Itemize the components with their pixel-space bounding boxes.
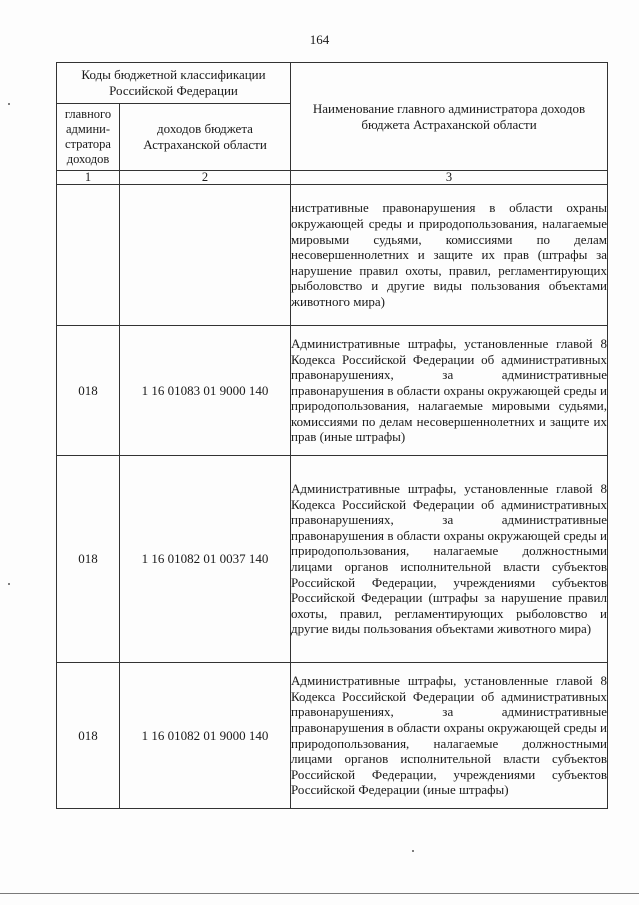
header-row-group — [57, 63, 608, 104]
scan-speck — [8, 103, 10, 105]
column-number: 3 — [291, 171, 608, 185]
revenue-code-cell: 1 16 01083 01 9000 140 — [120, 326, 291, 456]
header-col1-title: главного админи-стратора доходов — [57, 104, 120, 171]
description-cell: Административные штрафы, установленные главой 8 Кодекса Российской Федерации об административных правонарушениях, за административные правонарушения в области охраны окружающей среды и природопользования, налагаемые мировыми судьями, комиссиями по делам несовершеннолетних и защите их прав (иные штрафы) — [291, 326, 608, 456]
column-number: 1 — [57, 171, 120, 185]
budget-classification-table — [56, 62, 608, 809]
scan-speck — [412, 850, 414, 852]
description-cell: нистративные правонарушения в области охраны окружающей среды и природопользования, налагаемые мировыми судьями, комиссиями по делам несовершеннолетних и защите их прав (штрафы за нарушение правил охоты, правил, регламентирующих рыболовство и другие виды пользования объектами животного мира) — [291, 185, 608, 326]
revenue-code-cell: 1 16 01082 01 0037 140 — [120, 456, 291, 663]
revenue-code-cell — [120, 185, 291, 326]
header-col2-title: доходов бюджета Астраханской области — [120, 104, 291, 171]
page-number: 164 — [309, 32, 330, 47]
admin-code-cell — [57, 185, 120, 326]
description-cell: Административные штрафы, установленные главой 8 Кодекса Российской Федерации об административных правонарушениях, за административные правонарушения в области охраны окружающей среды и природопользования, налагаемые должностными лицами органов исполнительной власти субъектов Российской Федерации, учреждениями субъектов Российской Федерации (штрафы за нарушение правил охоты, правил, регламентирующих рыболовство и другие виды пользования объектами животного мира) — [291, 456, 608, 663]
header-group-title: Коды бюджетной классификации Российской Федерации — [57, 63, 291, 104]
admin-code-cell: 018 — [57, 663, 120, 809]
header-col3-title: Наименование главного администратора доходов бюджета Астраханской области — [291, 63, 608, 171]
revenue-code-cell: 1 16 01082 01 9000 140 — [120, 663, 291, 809]
admin-code-cell: 018 — [57, 456, 120, 663]
table-row — [57, 185, 608, 326]
admin-code-cell: 018 — [57, 326, 120, 456]
table-row — [57, 456, 608, 663]
column-number: 2 — [120, 171, 291, 185]
table-row — [57, 326, 608, 456]
description-cell: Административные штрафы, установленные главой 8 Кодекса Российской Федерации об административных правонарушениях, за административные правонарушения в области охраны окружающей среды и природопользования, налагаемые должностными лицами органов исполнительной власти субъектов Российской Федерации, учреждениями субъектов Российской Федерации (иные штрафы) — [291, 663, 608, 809]
scan-edge-line — [0, 893, 639, 894]
table-row — [57, 663, 608, 809]
scan-speck — [8, 583, 10, 585]
column-number-row — [57, 171, 608, 185]
